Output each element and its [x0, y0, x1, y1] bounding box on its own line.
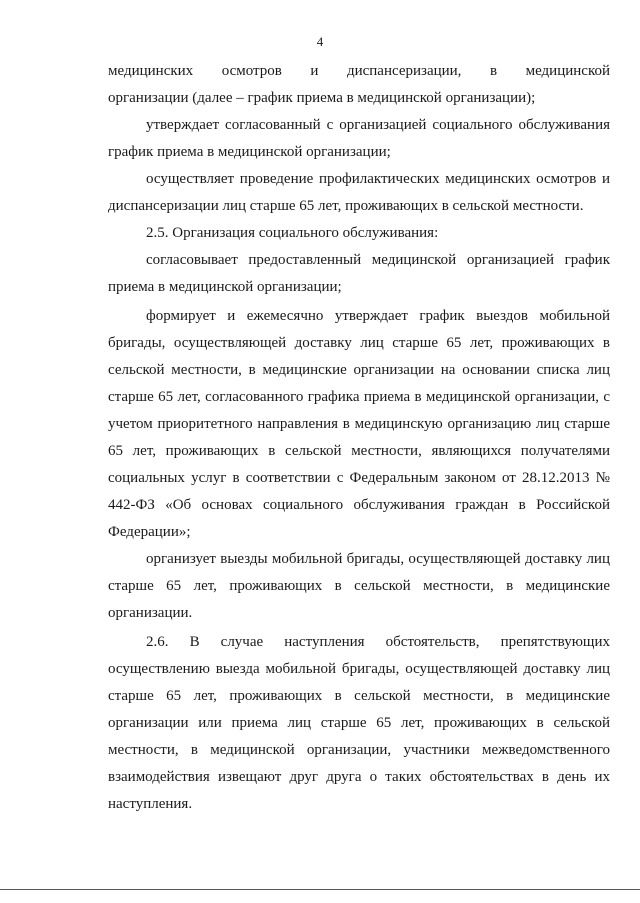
text-line: бригады, осуществляющей доставку лиц старше 65 лет, проживающих в [108, 335, 610, 351]
text-line: организации. [108, 605, 193, 621]
text-line: Федерации»; [108, 524, 191, 540]
text-line: старше 65 лет, согласованного графика приема в медицинской организации, с [108, 389, 610, 405]
text-line: утверждает согласованный с организацией социального обслуживания [146, 117, 610, 133]
text-line: наступления. [108, 796, 193, 812]
text-line: приема в медицинской организации; [108, 279, 342, 295]
text-line: сельской местности, в медицинские организации на основании списка лиц [108, 362, 610, 378]
section-heading-2-5: 2.5. Организация социального обслуживания: [146, 225, 439, 241]
document-body [108, 58, 610, 818]
text-line: организации или приема лиц старше 65 лет, проживающих в сельской [108, 715, 610, 731]
text-line: 442-ФЗ «Об основах социального обслуживания граждан в Российской [108, 497, 610, 513]
text-line: медицинских осмотров и диспансеризации, в медицинской [108, 63, 610, 79]
text-line: формирует и ежемесячно утверждает график выездов мобильной [146, 308, 610, 324]
text-line: учетом приоритетного направления в медицинскую организацию лиц старше [108, 416, 610, 432]
text-line: организации (далее – график приема в медицинской организации); [108, 90, 536, 106]
text-line: местности, в медицинской организации, участники межведомственного [108, 742, 610, 758]
text-line: график приема в медицинской организации; [108, 144, 391, 160]
text-line: 65 лет, проживающих в сельской местности, являющихся получателями [108, 443, 610, 459]
text-line: осуществлению выезда мобильной бригады, осуществляющей доставку лиц [108, 661, 610, 677]
section-heading-2-6: 2.6. В случае наступления обстоятельств, препятствующих [146, 634, 610, 650]
text-line: организует выезды мобильной бригады, осуществляющей доставку лиц [146, 551, 610, 567]
text-line: осуществляет проведение профилактических медицинских осмотров и [146, 171, 610, 187]
text-line: согласовывает предоставленный медицинской организацией график [146, 252, 610, 268]
bottom-divider [0, 889, 640, 890]
text-line: старше 65 лет, проживающих в сельской местности, в медицинские [108, 578, 610, 594]
text-line: взаимодействия извещают друг друга о таких обстоятельствах в день их [108, 769, 610, 785]
text-line: старше 65 лет, проживающих в сельской местности, в медицинские [108, 688, 610, 704]
page-number: 4 [316, 34, 324, 49]
text-line: социальных услуг в соответствии с Федеральным законом от 28.12.2013 № [108, 470, 610, 486]
text-line: диспансеризации лиц старше 65 лет, проживающих в сельской местности. [108, 198, 584, 214]
